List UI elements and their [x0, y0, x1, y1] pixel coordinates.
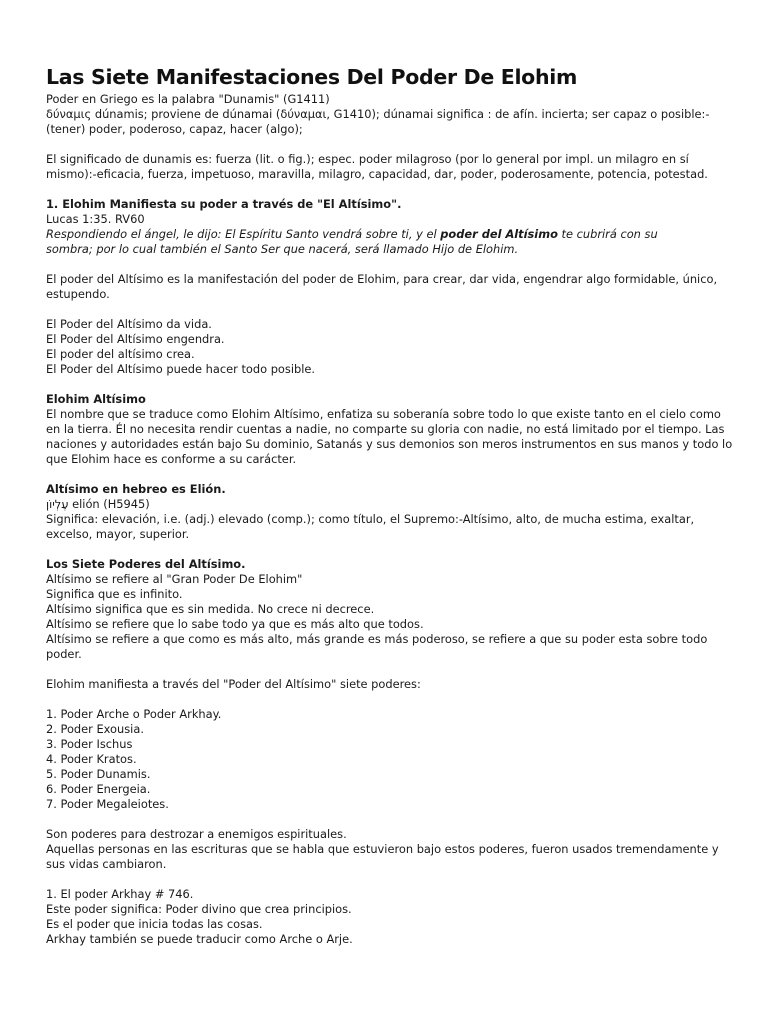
section-heading: 1. Elohim Manifiesta su poder a través de "El Altísimo". — [46, 197, 402, 211]
paragraph-line: poder. — [46, 647, 82, 661]
section-heading: Elohim Altísimo — [46, 392, 146, 406]
verse-reference: Lucas 1:35. RV60 — [46, 212, 145, 226]
intro-line: (tener) poder, poderoso, capaz, hacer (algo); — [46, 122, 303, 136]
paragraph-line: Aquellas personas en las escrituras que se habla que estuvieron bajo estos poderes, fueron usados tremendamente y — [46, 842, 719, 856]
paragraph-line: Arkhay también se puede traducir como Arche o Arje. — [46, 932, 353, 946]
paragraph-line: Es el poder que inicia todas las cosas. — [46, 917, 263, 931]
power-list-item: 5. Poder Dunamis. — [46, 767, 151, 781]
paragraph-line: Este poder significa: Poder divino que crea principios. — [46, 902, 352, 916]
paragraph-line: Son poderes para destrozar a enemigos espirituales. — [46, 827, 347, 841]
power-list-item: 4. Poder Kratos. — [46, 752, 137, 766]
verse-line: sombra; por lo cual también el Santo Ser que nacerá, será llamado Hijo de Elohim. — [46, 242, 519, 256]
paragraph-line: Significa: elevación, i.e. (adj.) elevado (comp.); como título, el Supremo:-Altísimo, alto, de mucha estima, exaltar, — [46, 512, 695, 526]
section-heading: Altísimo en hebreo es Elión. — [46, 482, 226, 496]
meaning-line: mismo):-eficacia, fuerza, impetuoso, maravilla, milagro, capacidad, dar, poder, poderosamente, potencia, potestad. — [46, 167, 708, 181]
list-item: El Poder del Altísimo da vida. — [46, 317, 212, 331]
paragraph-line: en la tierra. Él no necesita rendir cuentas a nadie, no comparte su gloria con nadie, no está limitado por el tiempo. Las — [46, 422, 725, 436]
list-item: El Poder del Altísimo engendra. — [46, 332, 225, 346]
intro-line: δύναμις dúnamis; proviene de dúnamai (δύναμαι, G1410); dúnamai significa : de afín. incierta; ser capaz o posible:- — [46, 107, 710, 121]
power-list-item: 2. Poder Exousia. — [46, 722, 144, 736]
list-item: El Poder del Altísimo puede hacer todo posible. — [46, 362, 316, 376]
paragraph-line: Altísimo se refiere que lo sabe todo ya que es más alto que todos. — [46, 617, 424, 631]
verse-line: Respondiendo el ángel, le dijo: El Espíritu Santo vendrá sobre ti, y el poder del Altísimo te cubrirá con su — [46, 227, 658, 241]
paragraph-line: Altísimo se refiere a que como es más alto, más grande es más poderoso, se refiere a que su poder esta sobre todo — [46, 632, 708, 646]
paragraph-line: naciones y autoridades están bajo Su dominio, Satanás y sus demonios son meros instrumentos en sus manos y todo lo — [46, 437, 733, 451]
paragraph-line: excelso, mayor, superior. — [46, 527, 190, 541]
list-item: El poder del altísimo crea. — [46, 347, 195, 361]
section-heading: Los Siete Poderes del Altísimo. — [46, 557, 246, 571]
hebrew-word-line: עֶלְיוֹן elión (H5945) — [46, 497, 150, 511]
paragraph-line: que Elohim hace es conforme a su carácter. — [46, 452, 297, 466]
meaning-line: El significado de dunamis es: fuerza (lit. o fig.); espec. poder milagroso (por lo general por impl. un milagro en sí — [46, 152, 689, 166]
paragraph-line: El poder del Altísimo es la manifestación del poder de Elohim, para crear, dar vida, engendrar algo formidable, único, — [46, 272, 718, 286]
hebrew-word: עֶלְיוֹן — [46, 497, 69, 511]
paragraph-line: Significa que es infinito. — [46, 587, 183, 601]
paragraph-line: 1. El poder Arkhay # 746. — [46, 887, 194, 901]
intro-line: Poder en Griego es la palabra "Dunamis" (G1411) — [46, 92, 330, 106]
document — [46, 64, 733, 947]
verse-emphasis: poder del Altísimo — [440, 227, 558, 241]
paragraph-line: Altísimo se refiere al "Gran Poder De Elohim" — [46, 572, 303, 586]
paragraph-line: Elohim manifiesta a través del "Poder del Altísimo" siete poderes: — [46, 677, 421, 691]
paragraph-line: sus vidas cambiaron. — [46, 857, 167, 871]
power-list-item: 6. Poder Energeia. — [46, 782, 151, 796]
power-list-item: 3. Poder Ischus — [46, 737, 133, 751]
power-list-item: 1. Poder Arche o Poder Arkhay. — [46, 707, 222, 721]
power-list-item: 7. Poder Megaleiotes. — [46, 797, 169, 811]
paragraph-line: estupendo. — [46, 287, 110, 301]
page-title: Las Siete Manifestaciones Del Poder De Elohim — [46, 65, 578, 89]
paragraph-line: Altísimo significa que es sin medida. No crece ni decrece. — [46, 602, 375, 616]
paragraph-line: El nombre que se traduce como Elohim Altísimo, enfatiza su soberanía sobre todo lo que existe tanto en el cielo como — [46, 407, 721, 421]
